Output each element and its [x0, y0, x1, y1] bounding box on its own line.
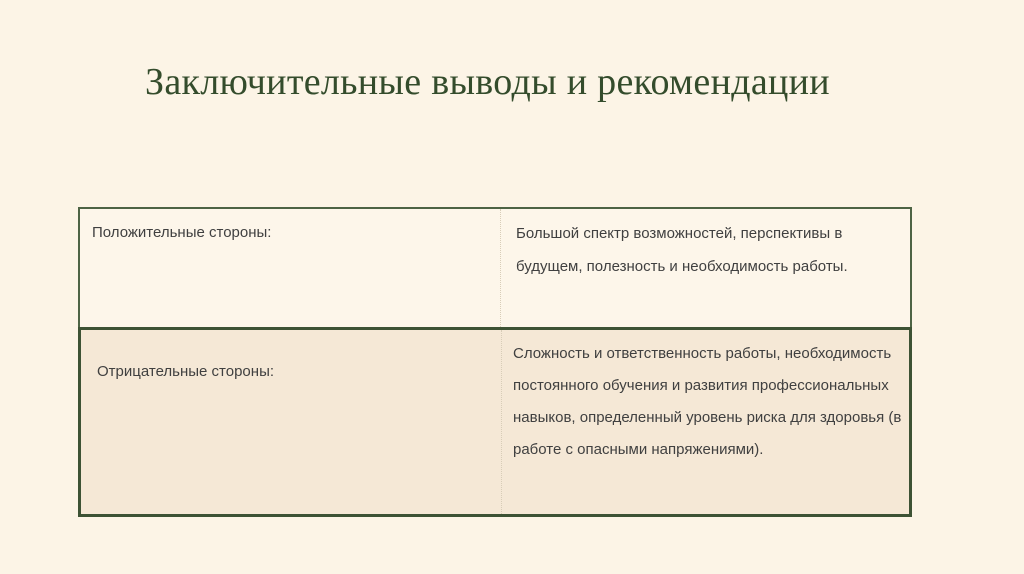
slide-title: Заключительные выводы и рекомендации — [145, 61, 830, 103]
column-divider — [500, 209, 501, 329]
positive-text: Большой спектр возможностей, перспективы в будущем, полезность и необходимость работы. — [516, 225, 848, 275]
negative-text: Сложность и ответственность работы, необходимость постоянного обучения и развития профессиональных навыков, определенный уровень риска для здоровья (в работе с опасными напряжениями). — [513, 345, 902, 458]
negative-label: Отрицательные стороны: — [97, 363, 275, 380]
column-divider — [501, 330, 502, 514]
positive-label: Положительные стороны: — [92, 224, 272, 241]
table-row-negative — [78, 327, 912, 517]
table-row-positive — [78, 207, 912, 329]
